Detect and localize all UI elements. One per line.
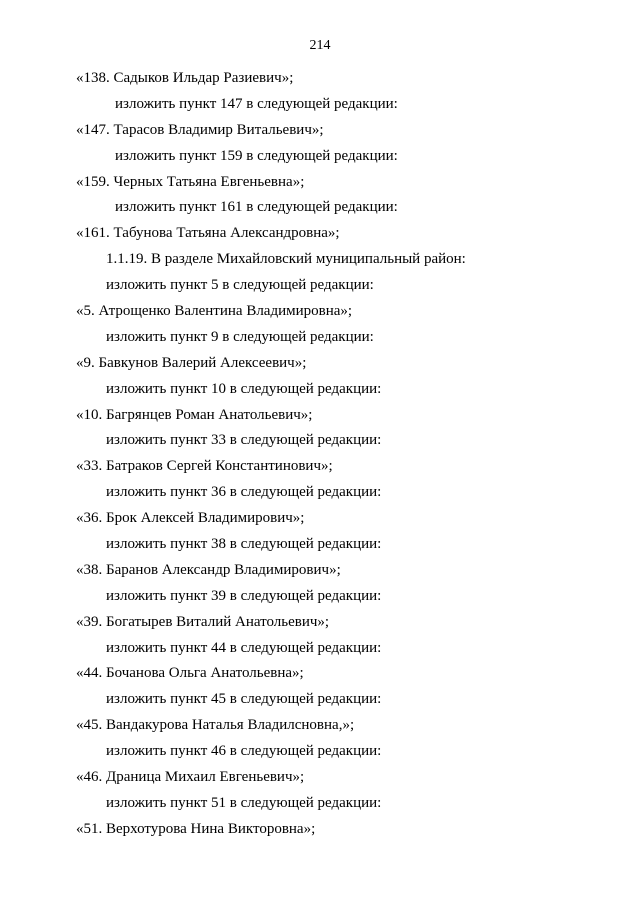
list-entry: «9. Бавкунов Валерий Алексеевич»; [76,354,307,371]
list-entry: «36. Брок Алексей Владимирович»; [76,510,305,527]
amendment-instruction: изложить пункт 10 в следующей редакции: [106,380,382,397]
amendment-instruction: изложить пункт 45 в следующей редакции: [106,691,382,708]
amendment-instruction: изложить пункт 38 в следующей редакции: [106,536,382,553]
list-entry: «161. Табунова Татьяна Александровна»; [76,225,340,242]
amendment-instruction: изложить пункт 36 в следующей редакции: [106,484,382,501]
list-entry: «159. Черных Татьяна Евгеньевна»; [76,173,305,190]
list-entry: «51. Верхотурова Нина Викторовна»; [76,820,316,837]
list-entry: «46. Драница Михаил Евгеньевич»; [76,769,305,786]
amendment-instruction: изложить пункт 39 в следующей редакции: [106,587,382,604]
amendment-instruction: изложить пункт 5 в следующей редакции: [106,277,374,294]
amendment-instruction: изложить пункт 147 в следующей редакции: [115,95,398,112]
list-entry: «10. Багрянцев Роман Анатольевич»; [76,406,313,423]
amendment-instruction: изложить пункт 9 в следующей редакции: [106,328,374,345]
section-heading: 1.1.19. В разделе Михайловский муниципальный район: [106,251,466,268]
amendment-instruction: изложить пункт 44 в следующей редакции: [106,639,382,656]
list-entry: «38. Баранов Александр Владимирович»; [76,561,341,578]
list-entry: «45. Вандакурова Наталья Владилсновна,»; [76,717,355,734]
amendment-instruction: изложить пункт 33 в следующей редакции: [106,432,382,449]
document-body [0,66,640,843]
list-entry: «33. Батраков Сергей Константинович»; [76,458,333,475]
page-number: 214 [309,38,331,53]
amendment-instruction: изложить пункт 161 в следующей редакции: [115,199,398,216]
list-entry: «5. Атрощенко Валентина Владимировна»; [76,303,353,320]
amendment-instruction: изложить пункт 159 в следующей редакции: [115,147,398,164]
list-entry: «39. Богатырев Виталий Анатольевич»; [76,613,330,630]
amendment-instruction: изложить пункт 51 в следующей редакции: [106,794,382,811]
list-entry: «138. Садыков Ильдар Разиевич»; [76,70,294,86]
list-entry: «147. Тарасов Владимир Витальевич»; [76,121,324,138]
list-entry: «44. Бочанова Ольга Анатольевна»; [76,665,304,682]
amendment-instruction: изложить пункт 46 в следующей редакции: [106,743,382,760]
